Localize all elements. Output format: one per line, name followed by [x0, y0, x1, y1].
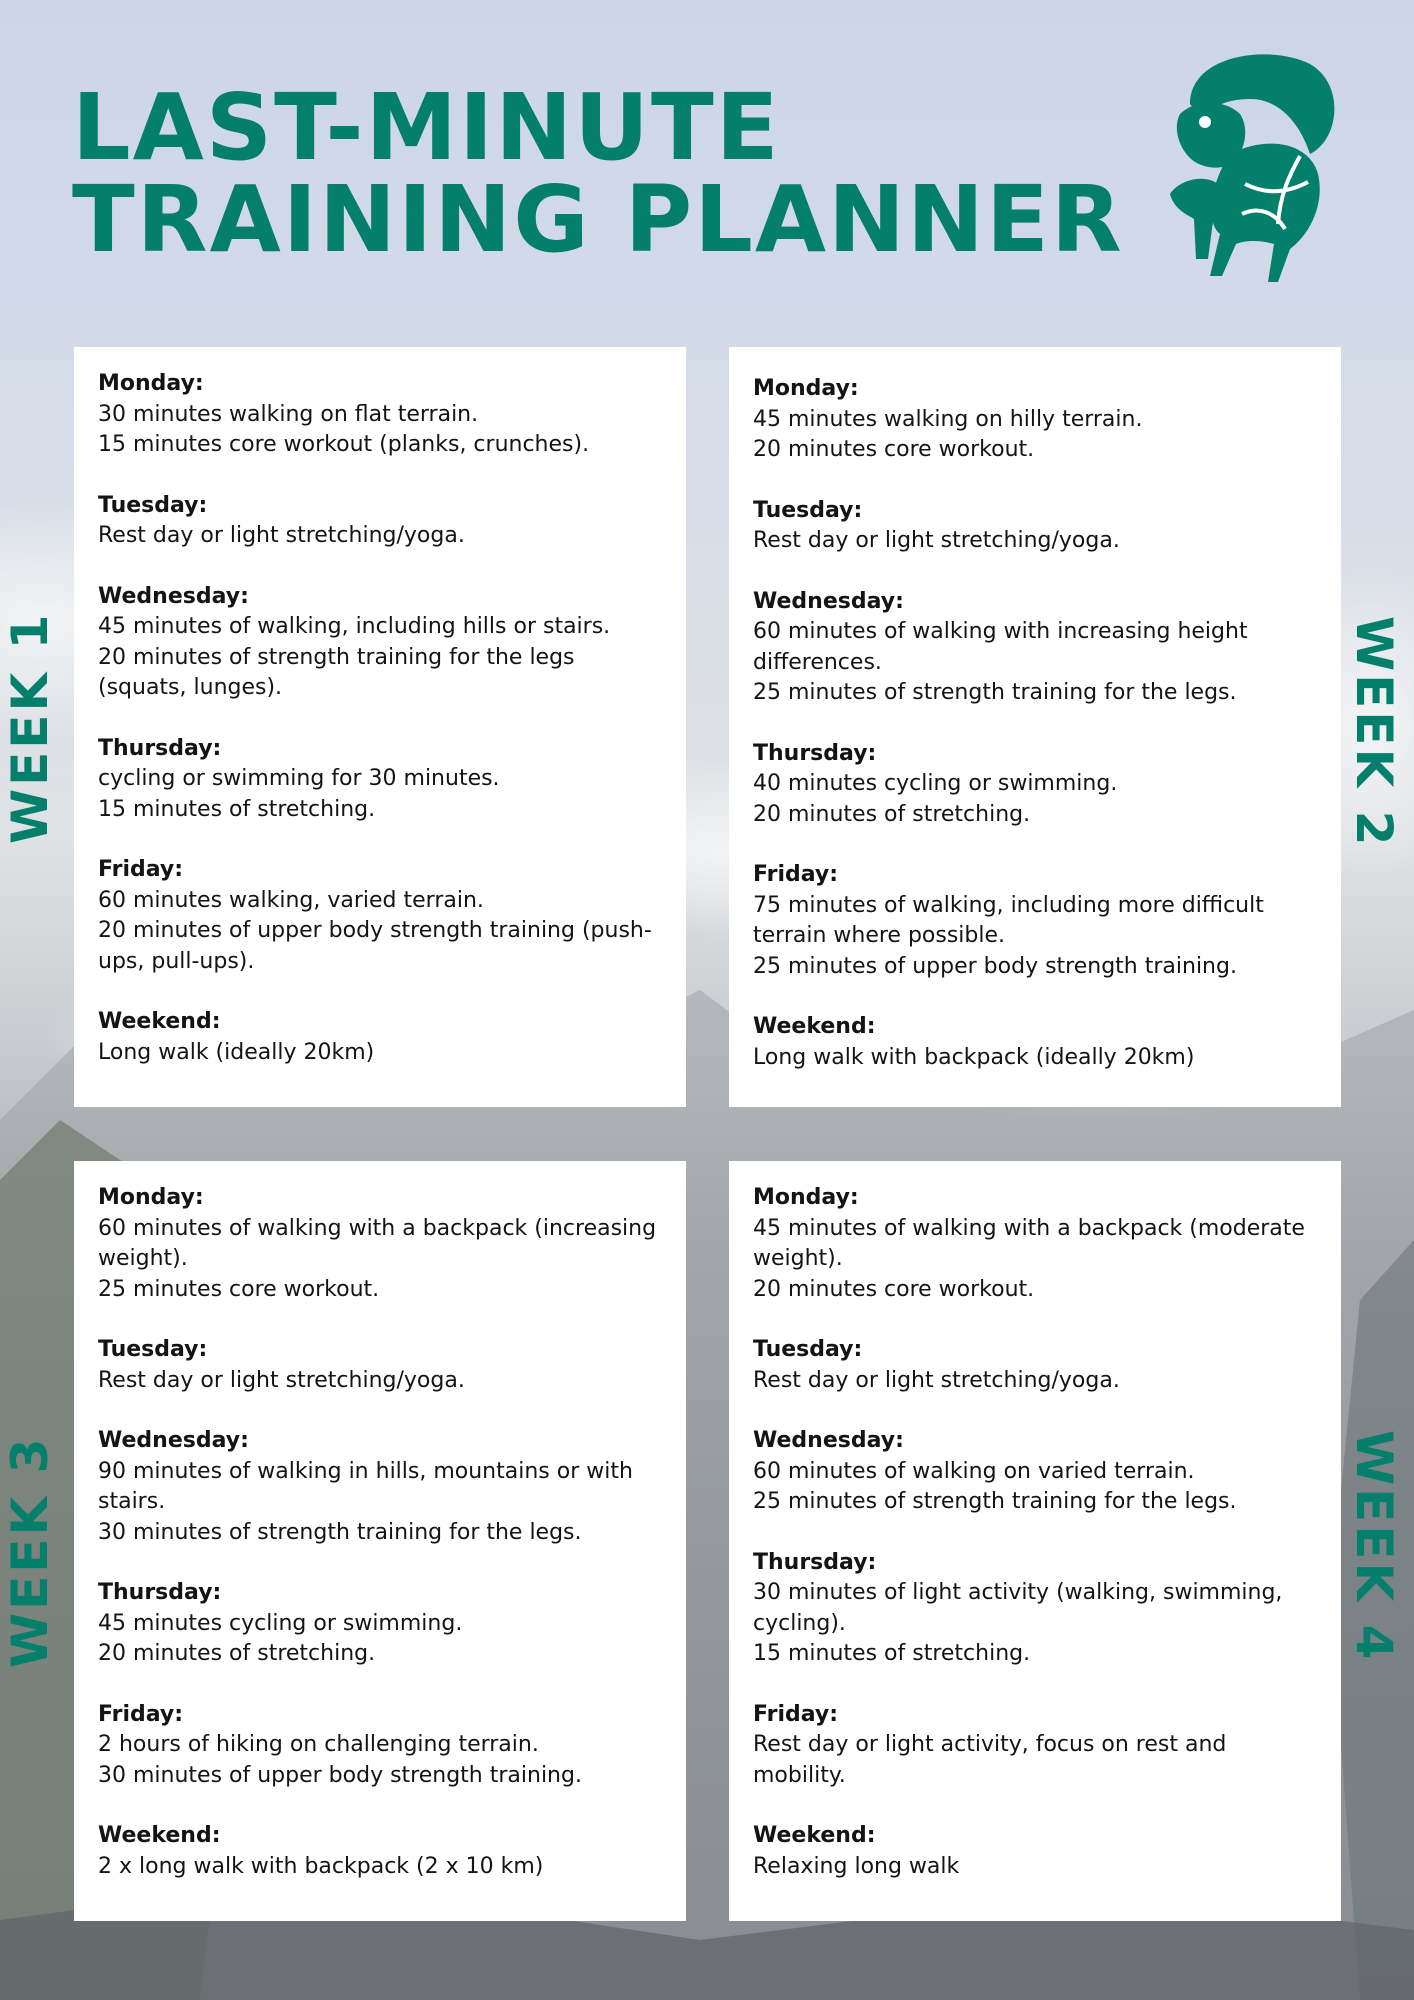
day-friday: [753, 1700, 1317, 1792]
day-monday: [98, 1183, 662, 1305]
day-wednesday: [753, 1426, 1317, 1518]
day-label: Tuesday:: [753, 1337, 863, 1362]
day-friday: [98, 1700, 662, 1792]
day-activity: Rest day or light stretching/yoga.: [98, 523, 465, 548]
day-thursday: [753, 1548, 1317, 1670]
day-tuesday: [98, 1335, 662, 1396]
day-activity: 30 minutes of strength training for the legs.: [98, 1519, 582, 1545]
day-label: Monday:: [753, 376, 859, 401]
day-label: Thursday:: [98, 1580, 222, 1605]
week-2-label: WEEK 2: [1345, 616, 1403, 849]
day-activity: Rest day or light activity, focus on rest and mobility.: [753, 1732, 1227, 1788]
day-wednesday: [753, 587, 1317, 709]
day-tuesday: [753, 496, 1317, 557]
title-line-1: LAST-MINUTE: [72, 74, 781, 181]
day-activity: 15 minutes of stretching.: [753, 1641, 1031, 1666]
day-activity: 45 minutes cycling or swimming.: [98, 1610, 463, 1636]
day-label: Thursday:: [753, 740, 877, 766]
day-activity: 2 hours of hiking on challenging terrain.: [98, 1732, 539, 1757]
day-label: Wednesday:: [98, 1428, 249, 1453]
day-activity: 20 minutes of upper body strength training (push-ups, pull-ups).: [98, 918, 652, 974]
week-2-card: [729, 347, 1341, 1107]
day-friday: [753, 860, 1317, 982]
day-weekend: [98, 1007, 662, 1068]
day-activity: 15 minutes of stretching.: [98, 796, 376, 822]
day-label: Tuesday:: [98, 492, 208, 518]
day-activity: 2 x long walk with backpack (2 x 10 km): [98, 1853, 544, 1879]
day-label: Friday:: [98, 1701, 184, 1727]
day-activity: 25 minutes of strength training for the legs.: [753, 1489, 1237, 1514]
week-1-label: WEEK 1: [1, 611, 59, 844]
day-thursday: [98, 734, 662, 826]
day-activity: 25 minutes of strength training for the legs.: [753, 680, 1237, 705]
day-tuesday: [753, 1335, 1317, 1396]
day-label: Friday:: [753, 862, 839, 887]
page-title: [72, 74, 1124, 273]
day-activity: 90 minutes of walking in hills, mountains or with stairs.: [98, 1458, 633, 1514]
week-3-card: [74, 1161, 686, 1921]
day-label: Tuesday:: [753, 497, 863, 523]
week-3-label: WEEK 3: [1, 1435, 59, 1668]
day-activity: 20 minutes of stretching.: [753, 801, 1031, 827]
day-activity: 45 minutes walking on hilly terrain.: [753, 406, 1143, 432]
day-activity: 75 minutes of walking, including more difficult terrain where possible.: [753, 892, 1264, 948]
day-activity: Long walk with backpack (ideally 20km): [753, 1044, 1195, 1070]
day-activity: 30 minutes walking on flat terrain.: [98, 401, 479, 427]
day-weekend: [753, 1012, 1317, 1073]
day-activity: 60 minutes of walking on varied terrain.: [753, 1458, 1195, 1484]
week-4-card: [729, 1161, 1341, 1921]
day-thursday: [98, 1578, 662, 1670]
day-label: Wednesday:: [753, 1428, 904, 1453]
day-label: Friday:: [98, 857, 184, 882]
day-label: Monday:: [98, 1185, 204, 1210]
day-activity: 20 minutes of strength training for the legs (squats, lunges).: [98, 644, 575, 700]
day-tuesday: [98, 491, 662, 552]
day-wednesday: [98, 1426, 662, 1548]
day-weekend: [753, 1821, 1317, 1882]
day-activity: 40 minutes cycling or swimming.: [753, 771, 1118, 796]
day-thursday: [753, 739, 1317, 831]
day-activity: 20 minutes of stretching.: [98, 1641, 376, 1666]
day-label: Tuesday:: [98, 1337, 208, 1362]
week-1-card: [74, 347, 686, 1107]
day-label: Thursday:: [753, 1549, 877, 1575]
day-label: Weekend:: [753, 1014, 876, 1039]
week-4-label: WEEK 4: [1345, 1430, 1403, 1663]
day-activity: Rest day or light stretching/yoga.: [753, 1367, 1120, 1393]
day-label: Weekend:: [98, 1009, 221, 1034]
day-label: Wednesday:: [753, 588, 904, 614]
day-monday: [753, 374, 1317, 466]
day-monday: [98, 369, 662, 461]
day-label: Thursday:: [98, 735, 222, 761]
day-monday: [753, 1183, 1317, 1305]
day-activity: 25 minutes core workout.: [98, 1276, 380, 1302]
day-label: Weekend:: [753, 1823, 876, 1848]
day-activity: 60 minutes walking, varied terrain.: [98, 887, 484, 913]
day-friday: [98, 855, 662, 977]
day-activity: 30 minutes of light activity (walking, swimming, cycling).: [753, 1580, 1283, 1636]
day-activity: 45 minutes of walking, including hills or stairs.: [98, 614, 611, 639]
day-activity: 20 minutes core workout.: [753, 437, 1035, 462]
day-activity: 25 minutes of upper body strength training.: [753, 953, 1237, 979]
day-activity: 60 minutes of walking with increasing height differences.: [753, 619, 1248, 675]
day-activity: 30 minutes of upper body strength training.: [98, 1762, 582, 1788]
day-label: Monday:: [98, 371, 204, 396]
mountain-goat-logo-icon: [1150, 44, 1350, 289]
day-weekend: [98, 1821, 662, 1882]
day-label: Monday:: [753, 1185, 859, 1210]
day-label: Friday:: [753, 1701, 839, 1727]
day-activity: Long walk (ideally 20km): [98, 1039, 375, 1065]
title-line-2: TRAINING PLANNER: [72, 166, 1124, 273]
day-activity: Relaxing long walk: [753, 1853, 960, 1879]
day-activity: 15 minutes core workout (planks, crunches).: [98, 432, 590, 457]
day-activity: Rest day or light stretching/yoga.: [98, 1367, 465, 1393]
day-activity: Rest day or light stretching/yoga.: [753, 528, 1120, 553]
day-activity: 45 minutes of walking with a backpack (moderate weight).: [753, 1215, 1305, 1271]
day-activity: cycling or swimming for 30 minutes.: [98, 766, 500, 791]
day-activity: 60 minutes of walking with a backpack (increasing weight).: [98, 1215, 657, 1271]
day-label: Weekend:: [98, 1823, 221, 1848]
day-activity: 20 minutes core workout.: [753, 1276, 1035, 1302]
day-label: Wednesday:: [98, 583, 249, 609]
day-wednesday: [98, 582, 662, 704]
